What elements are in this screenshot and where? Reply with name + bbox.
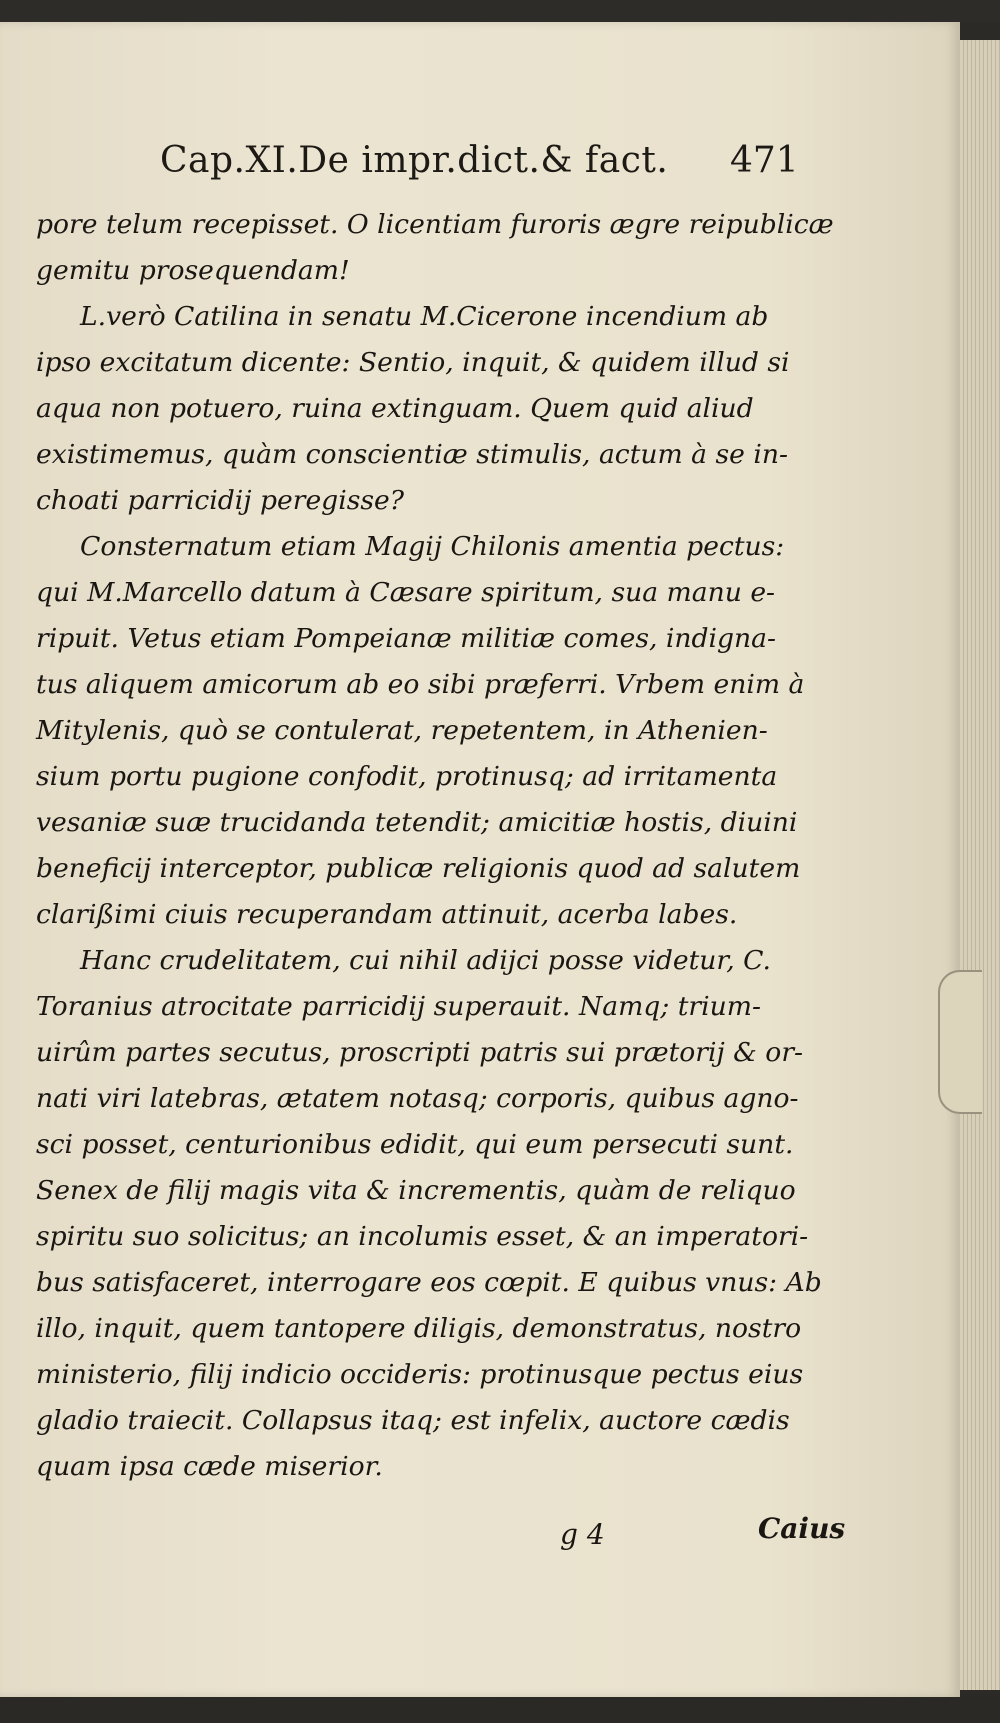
page-footer	[0, 1512, 960, 1562]
page-number: 471	[730, 140, 799, 181]
text-line: Toranius atrocitate parricidij superauit. Namq; trium-	[36, 991, 761, 1022]
text-line: gladio traiecit. Collapsus itaq; est infelix, auctore cædis	[36, 1405, 790, 1436]
text-line: clarißimi ciuis recuperandam attinuit, acerba labes.	[36, 899, 738, 930]
text-line: pore telum recepisset. O licentiam furoris ægre reipublicæ	[36, 209, 834, 240]
running-head: Cap.XI.De impr.dict.& fact.	[160, 140, 669, 181]
text-line: aqua non potuero, ruina extinguam. Quem quid aliud	[36, 393, 754, 424]
text-line: L.verò Catilina in senatu M.Cicerone incendium ab	[80, 301, 769, 332]
catchword: Caius	[758, 1512, 846, 1545]
text-line: Mitylenis, quò se contulerat, repetentem, in Athenien-	[36, 715, 768, 746]
text-line: illo, inquit, quem tantopere diligis, demonstratus, nostro	[36, 1313, 802, 1344]
text-line: beneficij interceptor, publicæ religionis quod ad salutem	[36, 853, 801, 884]
text-line: Consternatum etiam Magij Chilonis amentia pectus:	[80, 531, 785, 562]
page-tab-marker	[938, 970, 982, 1114]
text-line: Hanc crudelitatem, cui nihil adijci posse videtur, C.	[80, 945, 771, 976]
page-edges	[960, 40, 1000, 1690]
scan-top-border	[0, 0, 1000, 22]
text-line: qui M.Marcello datum à Cæsare spiritum, sua manu e-	[36, 577, 776, 608]
text-line: spiritu suo solicitus; an incolumis esset, & an imperatori-	[36, 1221, 809, 1252]
text-line: ripuit. Vetus etiam Pompeianæ militiæ comes, indigna-	[36, 623, 777, 654]
text-line: quam ipsa cæde miserior.	[36, 1451, 383, 1482]
text-line: nati viri latebras, ætatem notasq; corporis, quibus agno-	[36, 1083, 799, 1114]
text-line: existimemus, quàm conscientiæ stimulis, actum à se in-	[36, 439, 788, 470]
text-line: bus satisfaceret, interrogare eos cœpit. E quibus vnus: Ab	[36, 1267, 822, 1298]
signature-mark: g 4	[560, 1518, 605, 1551]
text-line: sci posset, centurionibus edidit, qui eum persecuti sunt.	[36, 1129, 794, 1160]
text-line: vesaniæ suæ trucidanda tetendit; amicitiæ hostis, diuini	[36, 807, 798, 838]
book-page	[0, 22, 960, 1697]
text-line: ipso excitatum dicente: Sentio, inquit, & quidem illud si	[36, 347, 790, 378]
text-line: gemitu prosequendam!	[36, 255, 350, 286]
scan-bottom-border	[0, 1697, 1000, 1723]
text-line: tus aliquem amicorum ab eo sibi præferri. Vrbem enim à	[36, 669, 805, 700]
text-line: Senex de filij magis vita & incrementis, quàm de reliquo	[36, 1175, 796, 1206]
text-line: uirûm partes secutus, proscripti patris sui prætorij & or-	[36, 1037, 804, 1068]
body-text	[36, 202, 834, 1490]
text-line: sium portu pugione confodit, protinusq; ad irritamenta	[36, 761, 778, 792]
text-line: ministerio, filij indicio occideris: protinusque pectus eius	[36, 1359, 804, 1390]
page-header	[0, 140, 960, 190]
text-line: choati parricidij peregisse?	[36, 485, 405, 516]
